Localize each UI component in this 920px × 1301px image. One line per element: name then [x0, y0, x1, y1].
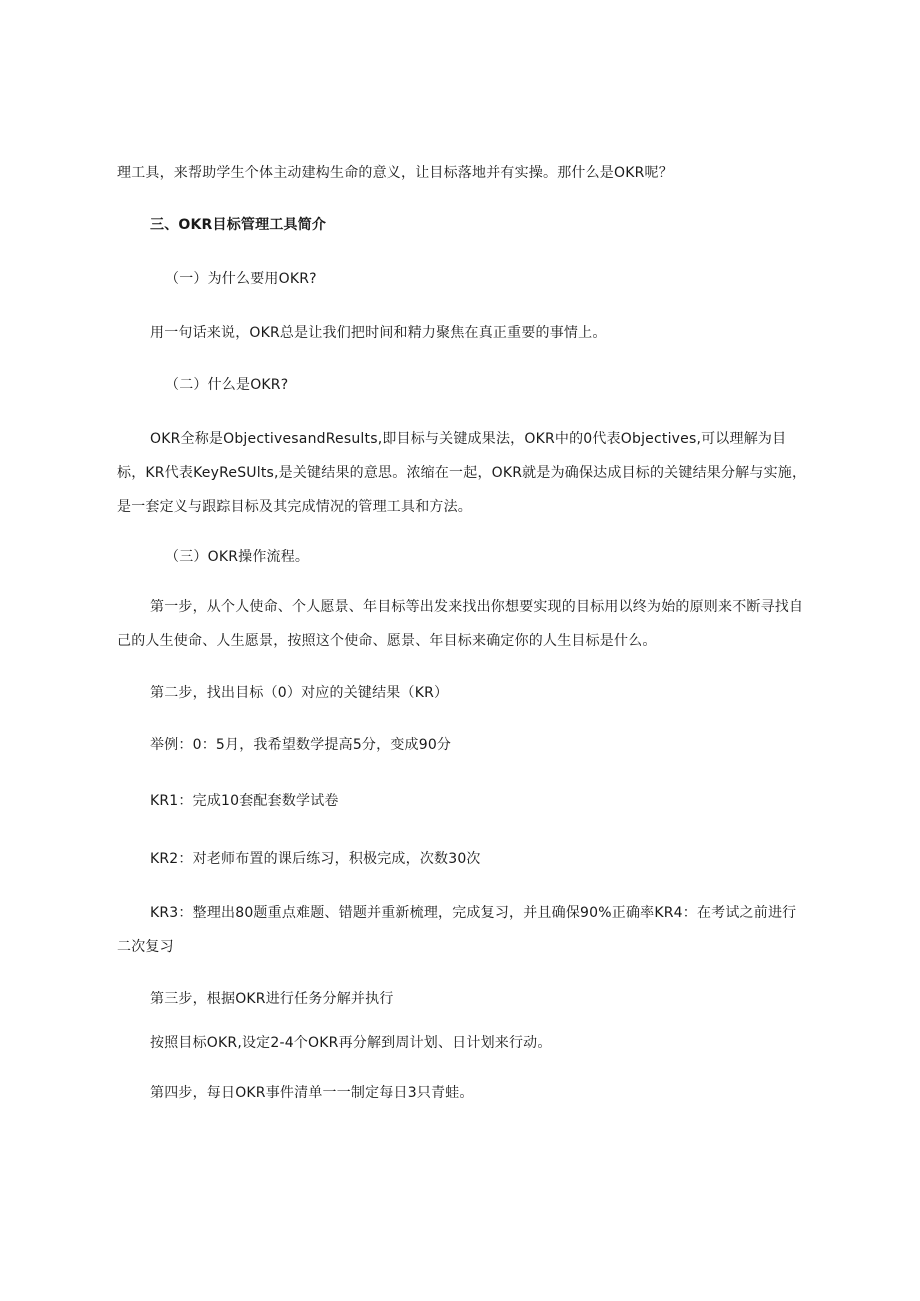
step-1-paragraph: 第一步，从个人使命、个人愿景、年目标等出发来找出你想要实现的目标用以终为始的原则来不断寻找自己的人生使命、人生愿景，按照这个使命、愿景、年目标来确定你的人生目标是什么。: [117, 599, 804, 649]
subsection-1-heading: （一）为什么要用OKR?: [165, 271, 317, 287]
subsection-2-body: OKR全称是ObjectivesandResults,即目标与关键成果法，OKR中的0代表Objectives,可以理解为目标，KR代表KeyReSUlts,是关键结果的意思。浓缩在一起，OKR就是为确保达成目标的关键结果分解与实施，是一套定义与跟踪目标及其完成情况的管理工具和方法。: [117, 431, 807, 515]
section-3-heading: 三、OKR目标管理工具简介: [150, 217, 327, 233]
step-4-paragraph: 第四步，每日OKR事件清单一一制定每日3只青蛙。: [150, 1085, 474, 1101]
step-2-paragraph: 第二步，找出目标（0）对应的关键结果（KR）: [150, 685, 449, 701]
subsection-2-heading: （二）什么是OKR?: [165, 377, 289, 393]
kr2-item: KR2：对老师布置的课后练习，积极完成，次数30次: [150, 851, 481, 867]
subsection-3-heading: （三）OKR操作流程。: [165, 549, 310, 565]
intro-tail-paragraph: 理工具，来帮助学生个体主动建构生命的意义，让目标落地并有实操。那什么是OKR呢？: [117, 165, 673, 181]
example-paragraph: 举例：0：5月，我希望数学提高5分，变成90分: [150, 737, 452, 753]
kr1-item: KR1：完成10套配套数学试卷: [150, 793, 339, 809]
kr3-kr4-item: KR3：整理出80题重点难题、错题并重新梳理，完成复习，并且确保90%正确率KR4：在考试之前进行二次复习: [117, 905, 797, 955]
step-3-paragraph: 第三步，根据OKR进行任务分解并执行: [150, 991, 394, 1007]
subsection-1-body: 用一句话来说，OKR总是让我们把时间和精力聚焦在真正重要的事情上。: [150, 325, 607, 341]
step-3-body: 按照目标OKR,设定2-4个OKR再分解到周计划、日计划来行动。: [150, 1035, 552, 1051]
